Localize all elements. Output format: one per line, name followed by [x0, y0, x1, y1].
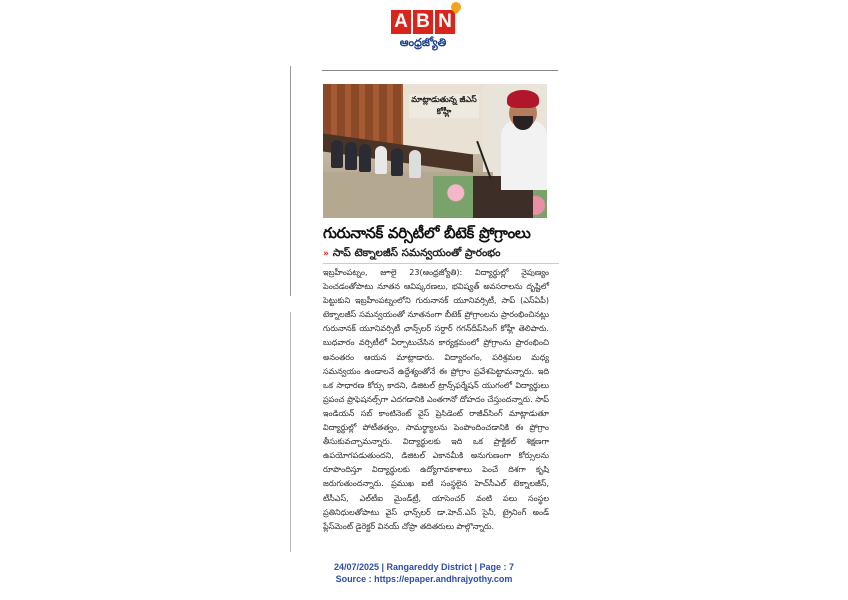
subhead-text: సాప్ టెక్నాలజీస్ సమన్వయంతో ప్రారంభం	[332, 247, 501, 259]
article-headline: గురునానక్ వర్సిటీలో బీటెక్ ప్రోగ్రాంలు	[323, 224, 531, 242]
logo-letter-b: B	[413, 10, 433, 34]
logo-subtitle: ఆంధ్రజ్యోతి	[399, 36, 447, 49]
page-footer	[0, 561, 848, 585]
logo-letter-a: A	[391, 10, 411, 34]
footer-date-page: 24/07/2025 | Rangareddy District | Page : 7	[333, 562, 515, 572]
column-divider	[290, 66, 291, 296]
column-divider-lower	[290, 312, 291, 552]
footer-source[interactable]: Source : https://epaper.andhrajyothy.com	[335, 574, 513, 584]
top-divider	[322, 70, 558, 71]
logo-letters	[391, 10, 455, 34]
article-body	[323, 266, 549, 534]
article-subhead	[323, 247, 559, 264]
abn-logo	[389, 10, 457, 54]
article-paragraph: ఇబ్రహీంపట్నం, జూలై 23(ఆంధ్రజ్యోతి): విద్యార్థుల్లో నైపుణ్యం పెంచడంతోపాటు నూతన ఆవిష్కరణలు, భవిష్యత్ అవసరాలను దృష్టిలో పెట్టుకుని ఇబ్రహీంపట్నంలోని గురునానక్ యూనివర్సిటీ, సాప్ (ఎస్ఏపీ) టెక్నాలజీస్ సమన్వయంతో నూతనంగా బీటెక్ ప్రోగ్రాంలను ప్రారంభించినట్లు గురునానక్ యూనివర్సిటీ ఛాన్స్‌లర్ సర్దార్ గగన్‌దీప్‌సింగ్ కోహ్లీ తెలిపారు. బుధవారం వర్సిటీలో ఏర్పాటుచేసిన కార్యక్రమంలో ప్రోగ్రాంను ప్రారంభించి అనంతరం ఆయన మాట్లాడారు. విద్యారంగం, పరిశ్రమల మధ్య సమన్వయం ఉండాలనే ఉద్దేశ్యంతోనే ఈ ప్రోగ్రాం ప్రవేశపెట్టామన్నారు. ఇది ఒక సాధారణ కోర్సు కాదని, డిజిటల్ ట్రాన్స్‌ఫర్మేషన్ యుగంలో విద్యార్థులు ప్రపంచ ప్రొఫెషనల్స్‌గా ఎదగడానికి ఎంతగానో దోహదం చేస్తుందన్నారు. సాప్ ఇండియన్ సబ్ కాంటినెంట్ వైస్ ప్రెసిడెంట్ రాజీవ్‌సింగ్ మాట్లాడుతూ విద్యార్థుల్లో పోటీతత్వం, సామర్థ్యాలను పెంపొందించడానికి ఈ ప్రోగ్రాం తీసుకువచ్చామన్నారు. విద్యార్థులకు ఇది ఒక ప్రాక్టికల్ శిక్షణగా ఉపయోగపడుతుందని, డిజిటల్ ఎకానమీకి అనుగుణంగా కోర్సులను రూపొందిస్తూ విద్యార్థులకు ఉద్యోగావకాశాలు పెంచే దిశగా కృషి జరుగుతుందన్నారు. ప్రముఖ ఐటీ సంస్థలైన హెచ్‌సీఎల్ టెక్నాలజీస్, టీసీఎస్, ఎల్‌టీఐ మైండ్‌ట్రీ, యాసెంచర్ వంటి పలు సంస్థల ప్రతినిధులతోపాటు వైస్ ఛాన్స్‌లర్ డా.హెచ్.ఎస్ సైనీ, ట్రైనింగ్ అండ్ ప్లేస్‌మెంట్ డైరెక్టర్ వినయ్ చోప్రా తదితరులు పాల్గొన్నారు.	[323, 268, 549, 531]
logo-letter-n: N	[435, 10, 455, 34]
audience-group	[331, 132, 441, 172]
article-photo	[323, 84, 547, 218]
bullet-icon: »	[323, 249, 329, 259]
photo-caption: మాట్లాడుతున్న జీఎస్ కోహ్లీ	[409, 94, 479, 118]
